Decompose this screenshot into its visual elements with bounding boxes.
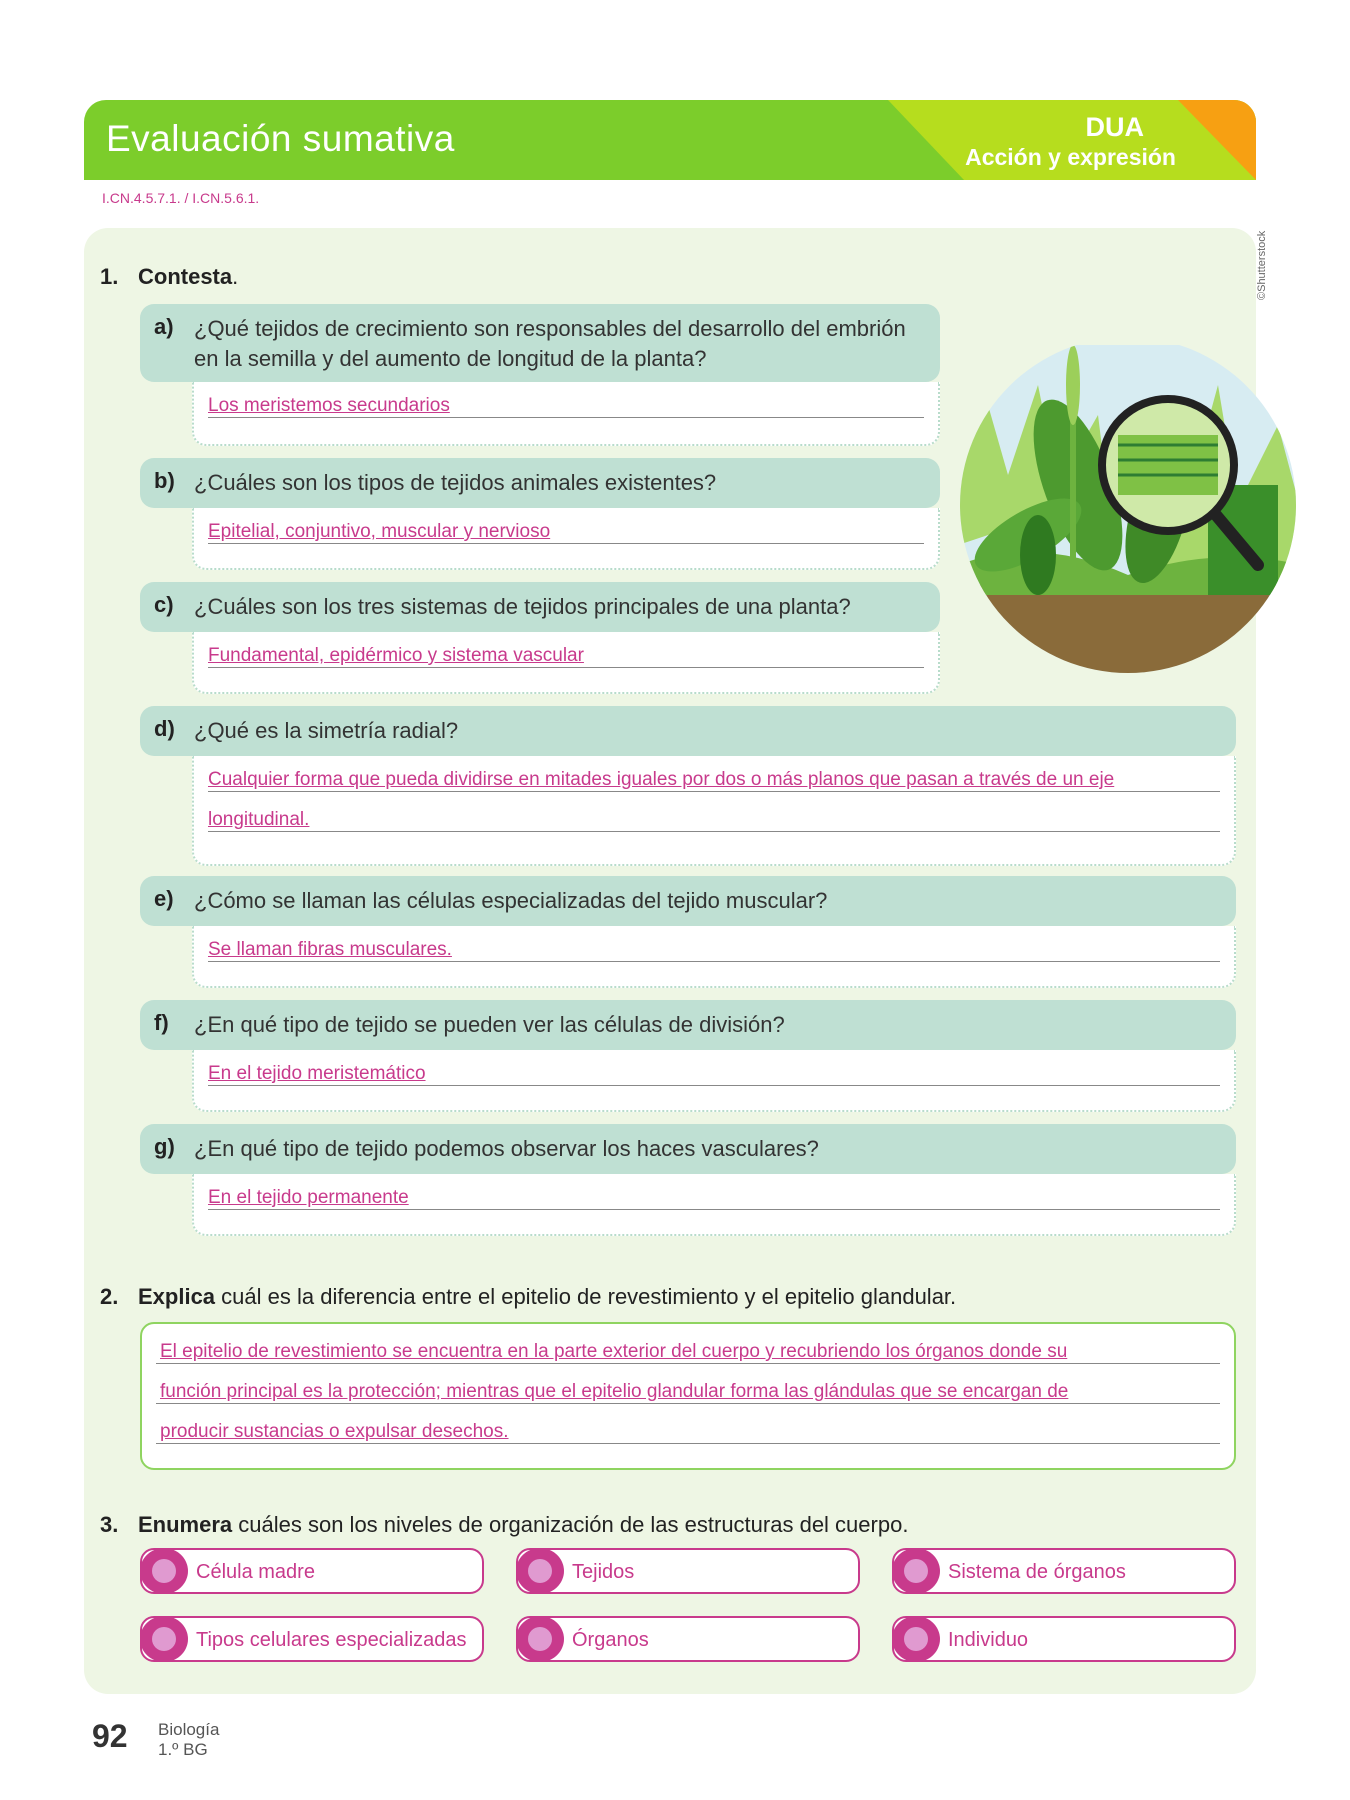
answer-text: En el tejido meristemático: [208, 1063, 426, 1084]
image-credit: ©Shutterstock: [1256, 230, 1268, 300]
page-title: Evaluación sumativa: [106, 118, 455, 159]
q1-number: 1.: [100, 264, 119, 289]
answer-line: [208, 634, 924, 668]
answer-line: [156, 1328, 1220, 1364]
grade-label: 1.º BG: [158, 1740, 208, 1759]
answer-text: Epitelial, conjuntivo, muscular y nervioso: [208, 521, 551, 542]
level-label: Tipos celulares especializadas: [196, 1629, 467, 1651]
level-item: [892, 1548, 1236, 1594]
answer-line: [208, 384, 924, 418]
question-text: ¿Qué tejidos de crecimiento son responsables del desarrollo del embrión en la semilla y del aumento de longitud de la planta?: [194, 316, 906, 371]
answer-text: Cualquier forma que pueda dividirse en mitades iguales por dos o más planos que pasan a través de un eje: [208, 769, 1115, 790]
answer-line: [208, 758, 1220, 792]
question-letter: g): [154, 1134, 175, 1159]
question-letter: b): [154, 468, 175, 493]
dua-subtitle: Acción y expresión: [965, 144, 1176, 170]
level-item: [892, 1616, 1236, 1662]
question-text: ¿En qué tipo de tejido se pueden ver las células de división?: [194, 1012, 785, 1037]
question-text: ¿Qué es la simetría radial?: [194, 718, 459, 743]
answer-line: [208, 1176, 1220, 1210]
question-c-box: [140, 582, 940, 632]
answer-line: [156, 1408, 1220, 1444]
answer-f-box: [192, 1050, 1236, 1112]
bullet-icon: [516, 1548, 564, 1594]
level-item: [516, 1548, 860, 1594]
question-letter: a): [154, 314, 174, 339]
answer-c-box: [192, 632, 940, 694]
answer-line: [208, 798, 1220, 832]
footer-subject: [158, 1720, 219, 1760]
q3-number: 3.: [100, 1512, 119, 1537]
q2-number: 2.: [100, 1284, 119, 1309]
question-letter: e): [154, 886, 174, 911]
q1-title: Contesta.: [138, 264, 239, 289]
answer-a-box: [192, 382, 940, 446]
q2-text: Explica cuál es la diferencia entre el epitelio de revestimiento y el epitelio glandular.: [138, 1284, 957, 1309]
curriculum-codes: I.CN.4.5.7.1. / I.CN.5.6.1.: [102, 190, 260, 206]
level-label: Individuo: [948, 1629, 1029, 1651]
dua-label: DUA: [1085, 112, 1144, 142]
header-banner: [84, 100, 1256, 180]
question-letter: c): [154, 592, 174, 617]
question-text: ¿Cuáles son los tres sistemas de tejidos principales de una planta?: [194, 594, 851, 619]
answer-text: Los meristemos secundarios: [208, 395, 450, 416]
bullet-icon: [516, 1616, 564, 1662]
answer-text: longitudinal.: [208, 809, 310, 830]
answer-d-box: [192, 756, 1236, 866]
question-e-box: [140, 876, 1236, 926]
answer-e-box: [192, 926, 1236, 988]
question-a-box: [140, 304, 940, 382]
question-f-box: [140, 1000, 1236, 1050]
answer-line: [208, 510, 924, 544]
bullet-icon: [892, 1616, 940, 1662]
question-b-box: [140, 458, 940, 508]
bullet-icon: [892, 1548, 940, 1594]
level-label: Sistema de órganos: [948, 1561, 1126, 1583]
answer-g-box: [192, 1174, 1236, 1236]
bullet-icon: [140, 1548, 188, 1594]
page-number: 92: [92, 1718, 128, 1754]
answer-line: [208, 928, 1220, 962]
question-d-box: [140, 706, 1236, 756]
question-letter: f): [154, 1010, 169, 1035]
dua-badge: [888, 100, 1256, 180]
plant-magnifier-illustration: [958, 345, 1302, 675]
answer-line: [156, 1368, 1220, 1404]
bullet-icon: [140, 1616, 188, 1662]
answer-text: Se llaman fibras musculares.: [208, 939, 452, 960]
question-text: ¿Cómo se llaman las células especializadas del tejido muscular?: [194, 888, 828, 913]
level-item: [516, 1616, 860, 1662]
level-item: [140, 1616, 484, 1662]
subject-label: Biología: [158, 1720, 220, 1739]
answer-b-box: [192, 508, 940, 570]
question-text: ¿Cuáles son los tipos de tejidos animales existentes?: [194, 470, 717, 495]
answer-text: En el tejido permanente: [208, 1187, 409, 1208]
q3-text: Enumera cuáles son los niveles de organización de las estructuras del cuerpo.: [138, 1512, 909, 1537]
q2-answer-box: [140, 1322, 1236, 1470]
answer-text: función principal es la protección; mientras que el epitelio glandular forma las glándulas que se encargan de: [160, 1381, 1069, 1402]
question-text: ¿En qué tipo de tejido podemos observar los haces vasculares?: [194, 1136, 819, 1161]
answer-text: Fundamental, epidérmico y sistema vascular: [208, 645, 584, 666]
level-item: [140, 1548, 484, 1594]
level-label: Tejidos: [572, 1561, 635, 1583]
level-label: Órganos: [572, 1629, 649, 1651]
answer-text: producir sustancias o expulsar desechos.: [160, 1421, 509, 1442]
answer-text: El epitelio de revestimiento se encuentra en la parte exterior del cuerpo y recubriendo los órganos donde su: [160, 1341, 1068, 1362]
level-label: Célula madre: [196, 1561, 315, 1583]
question-g-box: [140, 1124, 1236, 1174]
answer-line: [208, 1052, 1220, 1086]
question-letter: d): [154, 716, 175, 741]
